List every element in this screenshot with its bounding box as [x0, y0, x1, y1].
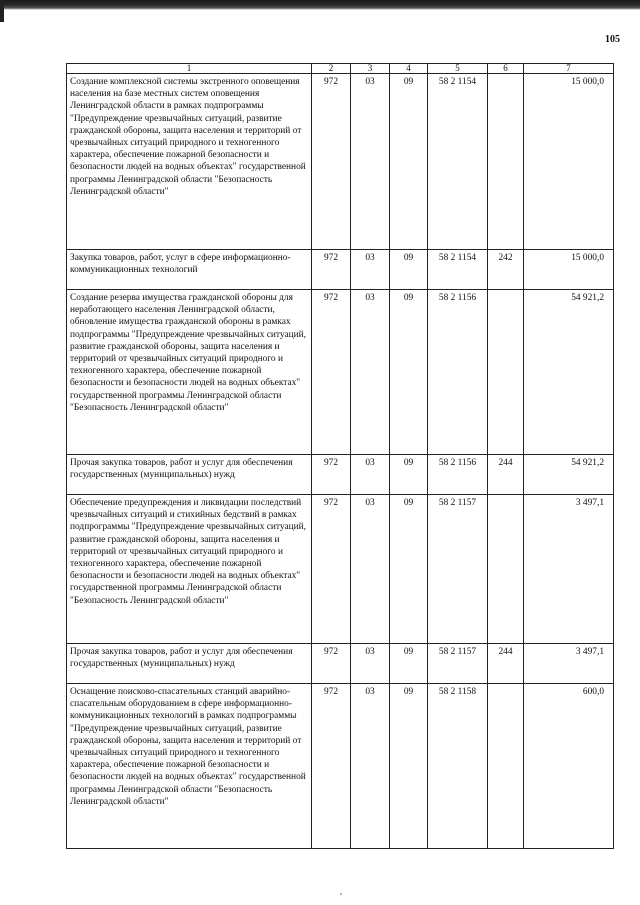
scan-edge	[0, 0, 640, 10]
row-amount: 15 000,0	[524, 74, 614, 250]
row-subsection: 09	[390, 455, 428, 495]
row-name: Создание резерва имущества гражданской обороны для неработающего населения Ленинградской области, обновление имущества гражданской обороны в рамках подпрограммы "Предупреждение чрезвычайных ситуаций, развитие гражданской обороны, защита населения и территорий от чрезвычайных ситуаций природного и техногенного характера, обеспечение пожарной безопасности и безопасности людей на водных объектах" государственной программы Ленинградской области "Безопасность Ленинградской области"	[67, 290, 312, 455]
row-subsection: 09	[390, 290, 428, 455]
row-section: 03	[351, 250, 390, 290]
row-section: 03	[351, 495, 390, 644]
row-target: 58 2 1154	[428, 74, 488, 250]
page-number: 105	[605, 34, 620, 45]
row-code: 972	[312, 495, 351, 644]
row-section: 03	[351, 74, 390, 250]
row-expense	[488, 74, 524, 250]
scan-edge-mark	[0, 0, 4, 22]
table-row	[67, 250, 614, 290]
row-expense	[488, 495, 524, 644]
table-row	[67, 495, 614, 644]
header-col-5: 5	[428, 64, 488, 74]
header-col-3: 3	[351, 64, 390, 74]
row-section: 03	[351, 684, 390, 849]
row-amount: 54 921,2	[524, 455, 614, 495]
row-target: 58 2 1158	[428, 684, 488, 849]
table-row	[67, 74, 614, 250]
row-amount: 54 921,2	[524, 290, 614, 455]
row-code: 972	[312, 74, 351, 250]
row-subsection: 09	[390, 250, 428, 290]
row-target: 58 2 1157	[428, 495, 488, 644]
row-name: Прочая закупка товаров, работ и услуг для обеспечения государственных (муниципальных) нужд	[67, 455, 312, 495]
header-col-7: 7	[524, 64, 614, 74]
row-subsection: 09	[390, 495, 428, 644]
row-code: 972	[312, 250, 351, 290]
header-col-6: 6	[488, 64, 524, 74]
row-target: 58 2 1156	[428, 290, 488, 455]
row-section: 03	[351, 290, 390, 455]
row-section: 03	[351, 455, 390, 495]
row-target: 58 2 1156	[428, 455, 488, 495]
scan-speck	[340, 893, 342, 895]
row-name: Создание комплексной системы экстренного оповещения населения на базе местных систем оповещения Ленинградской области в рамках подпрограммы "Предупреждение чрезвычайных ситуаций, развитие гражданской обороны, защита населения и территорий от чрезвычайных ситуаций природного и техногенного характера, обеспечение пожарной безопасности и безопасности людей на водных объектах" государственной программы Ленинградской области "Безопасность Ленинградской области"	[67, 74, 312, 250]
row-section: 03	[351, 644, 390, 684]
row-name: Прочая закупка товаров, работ и услуг для обеспечения государственных (муниципальных) нужд	[67, 644, 312, 684]
header-row	[67, 64, 614, 74]
budget-table	[66, 63, 614, 849]
row-expense: 244	[488, 644, 524, 684]
row-code: 972	[312, 290, 351, 455]
header-col-2: 2	[312, 64, 351, 74]
row-subsection: 09	[390, 644, 428, 684]
row-amount: 3 497,1	[524, 644, 614, 684]
table-row	[67, 644, 614, 684]
row-code: 972	[312, 455, 351, 495]
row-code: 972	[312, 684, 351, 849]
row-target: 58 2 1157	[428, 644, 488, 684]
header-col-4: 4	[390, 64, 428, 74]
row-target: 58 2 1154	[428, 250, 488, 290]
row-subsection: 09	[390, 684, 428, 849]
row-expense: 244	[488, 455, 524, 495]
row-expense	[488, 290, 524, 455]
row-name: Оснащение поисково-спасательных станций аварийно-спасательным оборудованием в сфере информационно-коммуникационных технологий в рамках подпрограммы "Предупреждение чрезвычайных ситуаций, развитие гражданской обороны, защита населения и территорий от чрезвычайных ситуаций природного и техногенного характера, обеспечение пожарной безопасности и безопасности людей на водных объектах" государственной программы Ленинградской области "Безопасность Ленинградской области"	[67, 684, 312, 849]
row-amount: 600,0	[524, 684, 614, 849]
table-row	[67, 290, 614, 455]
row-expense: 242	[488, 250, 524, 290]
header-col-1: 1	[67, 64, 312, 74]
row-subsection: 09	[390, 74, 428, 250]
budget-table-container	[66, 63, 613, 849]
row-amount: 3 497,1	[524, 495, 614, 644]
row-code: 972	[312, 644, 351, 684]
table-row	[67, 684, 614, 849]
row-name: Обеспечение предупреждения и ликвидации последствий чрезвычайных ситуаций и стихийных бедствий в рамках подпрограммы "Предупреждение чрезвычайных ситуаций, развитие гражданской обороны, защита населения и территорий от чрезвычайных ситуаций природного и техногенного характера, обеспечение пожарной безопасности и безопасности людей на водных объектах" государственной программы Ленинградской области "Безопасность Ленинградской области"	[67, 495, 312, 644]
row-amount: 15 000,0	[524, 250, 614, 290]
row-name: Закупка товаров, работ, услуг в сфере информационно-коммуникационных технологий	[67, 250, 312, 290]
row-expense	[488, 684, 524, 849]
table-row	[67, 455, 614, 495]
